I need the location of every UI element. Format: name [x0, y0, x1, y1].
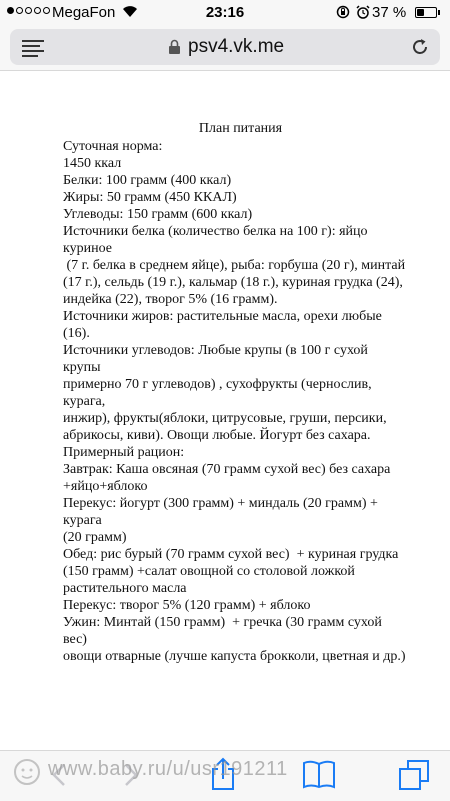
- alarm-icon: [356, 5, 370, 22]
- tabs-icon[interactable]: [398, 759, 430, 796]
- document-title: План питания: [198, 121, 283, 136]
- document-line: Источники белка (количество белка на 100 г): яйцо куриное: [63, 224, 372, 256]
- battery-fill: [417, 9, 424, 16]
- battery-nub: [438, 10, 440, 15]
- document-line: +яйцо+яблоко: [63, 479, 148, 494]
- document-line: (150 грамм) +салат овощной со столовой ложкой: [63, 564, 355, 579]
- bookmarks-icon[interactable]: [302, 759, 336, 794]
- document-line: Суточная норма:: [63, 139, 163, 154]
- document-line: абрикосы, киви). Овощи любые. Йогурт без сахара.: [63, 428, 371, 443]
- clock: 23:16: [205, 4, 245, 21]
- document-body: [63, 138, 408, 665]
- document-line: растительного масла: [63, 581, 187, 596]
- watermark-logo: [8, 757, 46, 792]
- document-line: Обед: рис бурый (70 грамм сухой вес) + куриная грудка: [63, 547, 399, 562]
- status-bar: [0, 0, 450, 26]
- lock-icon: [168, 39, 181, 60]
- reload-icon[interactable]: [410, 37, 430, 62]
- document-line: (7 г. белка в среднем яйце), рыба: горбуша (20 г), минтай: [63, 258, 406, 273]
- document-line: Ужин: Минтай (150 грамм) + гречка (30 грамм сухой вес): [63, 615, 386, 647]
- rotation-lock-icon: [336, 5, 350, 22]
- document-line: Источники углеводов: Любые крупы (в 100 г сухой крупы: [63, 343, 372, 375]
- document-line: примерно 70 г углеводов) , сухофрукты (чернослив, курага,: [63, 377, 376, 409]
- battery-percentage: 37 %: [372, 4, 407, 21]
- document-line: 1450 ккал: [63, 156, 122, 171]
- document-line: Примерный рацион:: [63, 445, 185, 460]
- document-line: овощи отварные (лучше капуста брокколи, цветная и др.): [63, 649, 406, 664]
- url-text[interactable]: psv4.vk.me: [188, 36, 285, 57]
- document-line: индейка (22), творог 5% (16 грамм).: [63, 292, 278, 307]
- document-line: Углеводы: 150 грамм (600 ккал): [63, 207, 253, 222]
- watermark-text: www.baby.ru/u/usr191211: [48, 758, 288, 780]
- document-line: (17 г.), сельдь (19 г.), кальмар (18 г.), куриная грудка (24),: [63, 275, 403, 290]
- document-line: Белки: 100 грамм (400 ккал): [63, 173, 232, 188]
- document-line: Завтрак: Каша овсяная (70 грамм сухой вес) без сахара: [63, 462, 391, 477]
- document-line: инжир), фрукты(яблоки, цитрусовые, груши, персики,: [63, 411, 387, 426]
- address-bar[interactable]: [10, 29, 440, 65]
- document-line: (20 грамм): [63, 530, 127, 545]
- document-line: Перекус: йогурт (300 грамм) + миндаль (20 грамм) + курага: [63, 496, 382, 528]
- carrier-name: MegaFon: [52, 4, 116, 21]
- battery-icon: [415, 7, 437, 18]
- document-line: Источники жиров: растительные масла, орехи любые (16).: [63, 309, 386, 341]
- document-content: [63, 120, 408, 665]
- document-line: Перекус: творог 5% (120 грамм) + яблоко: [63, 598, 311, 613]
- document-line: Жиры: 50 грамм (450 ККАЛ): [63, 190, 237, 205]
- menu-icon[interactable]: [22, 40, 44, 54]
- browser-nav-bar: [0, 26, 450, 71]
